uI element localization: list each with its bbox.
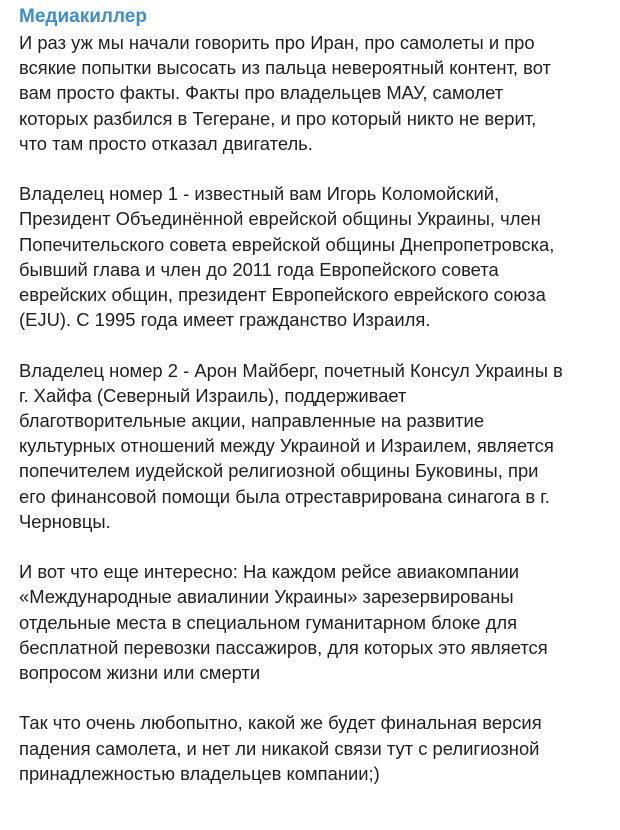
text-line: попечителем иудейской религиозной общины Буковины, при — [19, 460, 539, 482]
text-line: его финансовой помощи была отреставрирована синагога в г. — [19, 485, 550, 507]
text-line: принадлежностью владельцев компании;) — [19, 762, 380, 784]
text-line: что там просто отказал двигатель. — [19, 132, 313, 154]
text-line: всякие попытки высосать из пальца невероятный контент, вот — [19, 57, 551, 79]
paragraph-gap — [19, 685, 610, 710]
paragraph-flights — [19, 559, 610, 685]
paragraph-gap — [19, 332, 610, 357]
text-line: И вот что еще интересно: На каждом рейсе авиакомпании — [19, 561, 520, 583]
text-line: бывший глава и член до 2011 года Европейского совета — [19, 258, 499, 280]
paragraph-conclusion — [19, 710, 610, 786]
text-line: г. Хайфа (Северный Израиль), поддерживает — [19, 384, 407, 406]
text-line: Так что очень любопытно, какой же будет финальная версия — [19, 712, 542, 734]
channel-name-link[interactable]: Медиакиллер — [19, 6, 147, 27]
paragraph-gap — [19, 534, 610, 559]
paragraph-gap — [19, 156, 610, 181]
text-line: Владелец номер 1 - известный вам Игорь Коломойский, — [19, 183, 500, 205]
text-line: Владелец номер 2 - Арон Майберг, почетный Консул Украины в — [19, 359, 563, 381]
text-line: Попечительского совета еврейской общины Днепропетровска, — [19, 233, 555, 255]
paragraph-owner-1 — [19, 181, 610, 332]
text-line: отдельные места в специальном гуманитарном блоке для — [19, 611, 518, 633]
paragraph-intro — [19, 30, 610, 156]
text-line: (EJU). С 1995 года имеет гражданство Израиля. — [19, 309, 431, 331]
message-text — [19, 30, 610, 786]
text-line: «Международные авиалинии Украины» зарезервированы — [19, 586, 514, 608]
paragraph-owner-2 — [19, 358, 610, 534]
text-line: которых разбился в Тегеране, и про который никто не верит, — [19, 107, 537, 129]
text-line: Черновцы. — [19, 510, 111, 532]
text-line: бесплатной перевозки пассажиров, для которых это является — [19, 636, 548, 658]
text-line: падения самолета, и нет ли никакой связи тут с религиозной — [19, 737, 540, 759]
text-line: культурных отношений между Украиной и Израилем, является — [19, 435, 554, 457]
text-line: еврейских общин, президент Европейского еврейского союза — [19, 284, 546, 306]
text-line: благотворительные акции, направленные на развитие — [19, 410, 485, 432]
text-line: И раз уж мы начали говорить про Иран, про самолеты и про — [19, 32, 535, 53]
text-line: вам просто факты. Факты про владельцев МАУ, самолет — [19, 82, 504, 104]
text-line: вопросом жизни или смерти — [19, 662, 261, 684]
text-line: Президент Объединённой еврейской общины Украины, член — [19, 208, 541, 230]
